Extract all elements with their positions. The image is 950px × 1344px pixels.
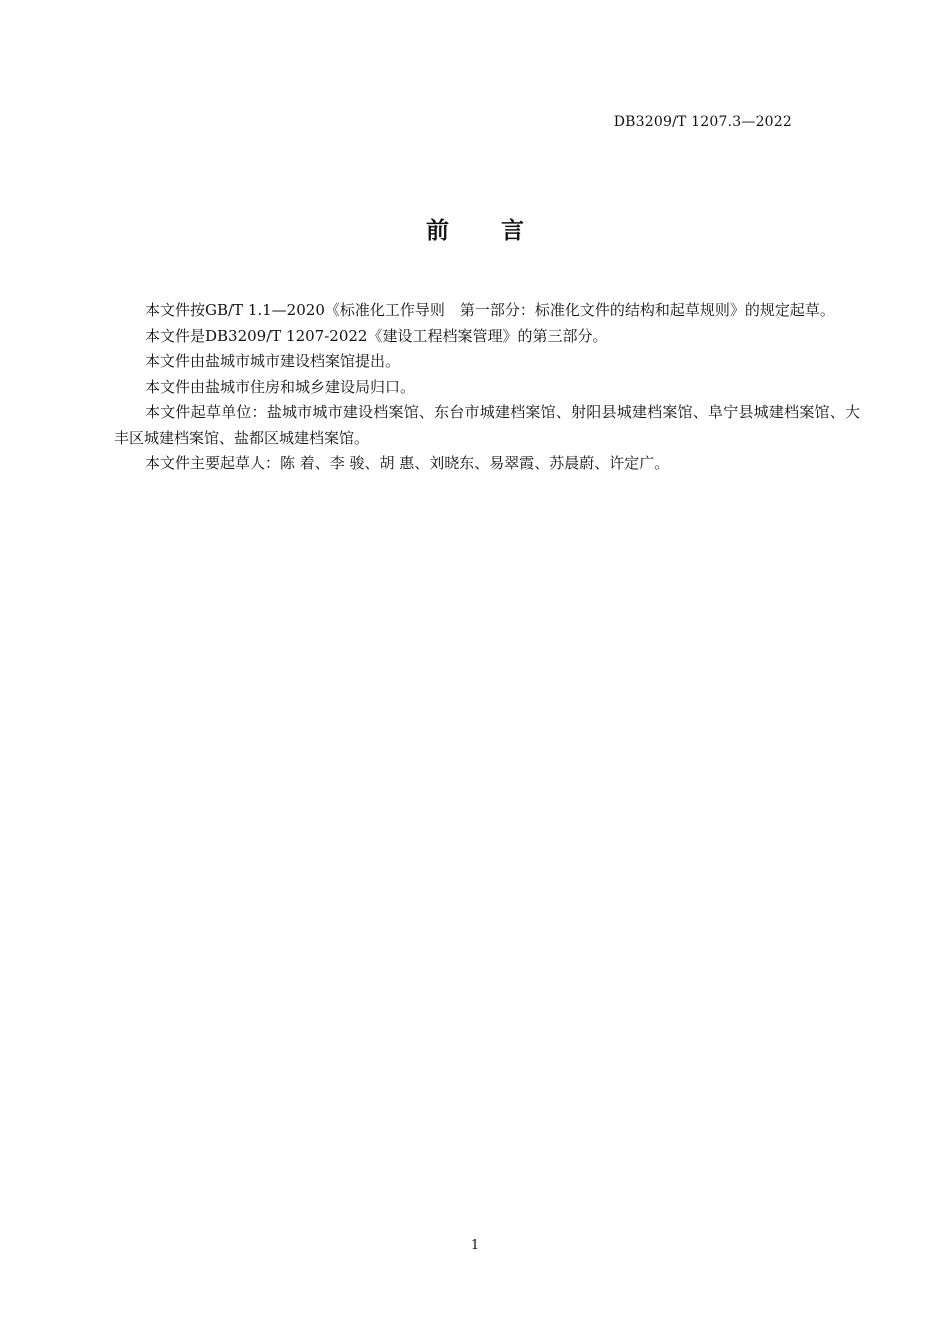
page-number: 1 xyxy=(470,1238,480,1253)
paragraph-drafting-rules: 本文件按GB/T 1.1—2020《标准化工作导则 第一部分：标准化文件的结构和起草规则》的规定起草。 xyxy=(145,301,835,319)
paragraph-centralized-unit: 本文件由盐城市住房和城乡建设局归口。 xyxy=(145,377,416,396)
paragraph-drafters: 本文件主要起草人：陈 着、李 骏、胡 惠、刘晓东、易翠霞、苏晨蔚、许定广。 xyxy=(145,454,670,472)
document-code: DB3209/T 1207.3—2022 xyxy=(613,114,792,130)
foreword-body xyxy=(114,298,860,477)
paragraph-drafting-units: 本文件起草单位：盐城市城市建设档案馆、东台市城建档案馆、射阳县城建档案馆、阜宁县城建档案馆、大丰区城建档案馆、盐都区城建档案馆。 xyxy=(114,403,860,447)
page-title: 前言 xyxy=(426,218,576,244)
paragraph-part-statement: 本文件是DB3209/T 1207-2022《建设工程档案管理》的第三部分。 xyxy=(145,326,608,345)
paragraph-proposer: 本文件由盐城市城市建设档案馆提出。 xyxy=(145,352,401,370)
